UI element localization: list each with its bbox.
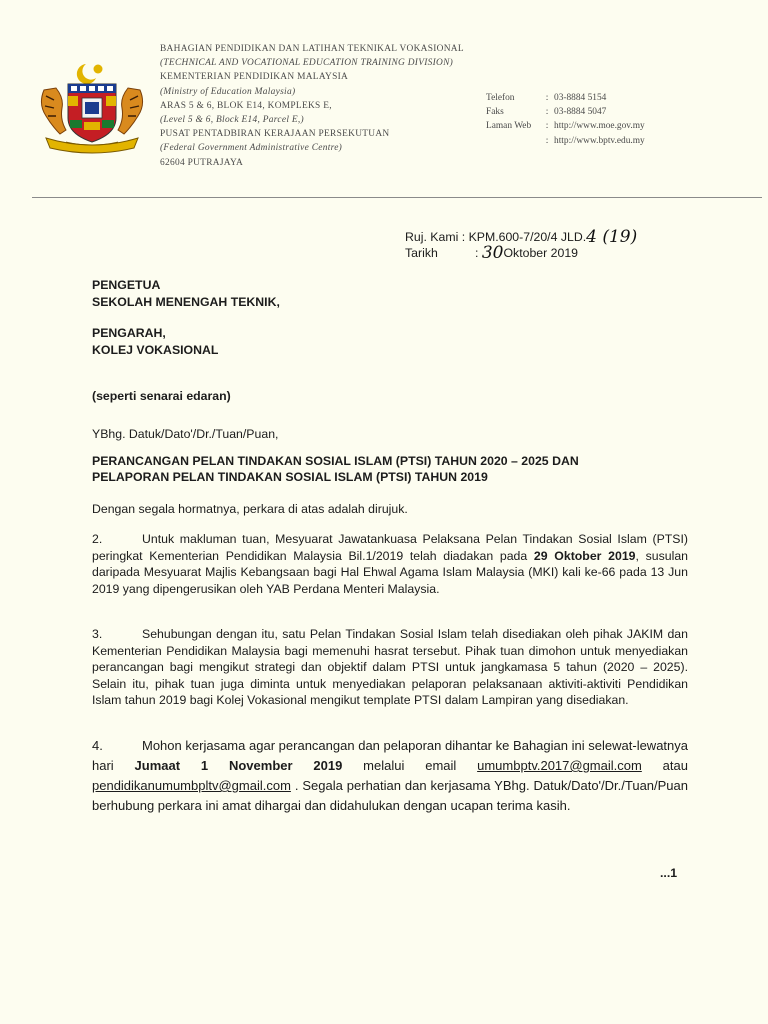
handwritten-reference: 4 (19) — [586, 227, 638, 247]
reference-number: Ruj. Kami : KPM.600-7/20/4 JLD. 4 (19) — [405, 227, 638, 247]
paragraph-number: 4. — [92, 738, 103, 753]
recipient-line-2: SEKOLAH MENENGAH TEKNIK, — [92, 295, 280, 309]
recipient-line-4: KOLEJ VOKASIONAL — [92, 343, 219, 357]
distribution-note: (seperti senarai edaran) — [92, 389, 231, 403]
division-name-english: (TECHNICAL AND VOCATIONAL EDUCATION TRAINING DIVISION) — [160, 58, 454, 69]
contact-laman-web-2: : http://www.bptv.edu.my — [545, 135, 645, 146]
letterhead-address — [160, 42, 540, 170]
reference-block — [405, 229, 637, 261]
recipient-line-1: PENGETUA — [92, 278, 161, 292]
handwritten-day: 30 — [481, 243, 504, 263]
recipient-line-3: PENGARAH, — [92, 326, 166, 340]
address-level: ARAS 5 & 6, BLOK E14, KOMPLEKS E, — [160, 100, 332, 111]
contact-telefon: Telefon : 03-8884 5154 — [486, 93, 607, 103]
address-centre: PUSAT PENTADBIRAN KERAJAAN PERSEKUTUAN — [160, 129, 390, 140]
subject-line-1: PERANCANGAN PELAN TINDAKAN SOSIAL ISLAM (PTSI) TAHUN 2020 – 2025 DAN — [92, 454, 579, 468]
opening-sentence: Dengan segala hormatnya, perkara di atas adalah dirujuk. — [92, 502, 408, 516]
contact-laman-web: Laman Web : http://www.moe.gov.my — [486, 121, 645, 132]
address-centre-english: (Federal Government Administrative Centre) — [160, 143, 343, 154]
ministry-name-english: (Ministry of Education Malaysia) — [160, 86, 296, 97]
email-link-1[interactable]: umumbptv.2017@gmail.com — [477, 758, 642, 773]
paragraph-4: 4. Mohon kerjasama agar perancangan dan pelaporan dihantar ke Bahagian ini selewat-lewatnya hari Jumaat 1 November 2019 melalui email umumbptv.2017@gmail.com atau pendidikanumumbpltv@gmail.com . Segala perhatian dan kerjasama YBhg. Datuk/Dato'/Dr./Tuan/Puan berhubung perkara ini amat dihargai dan didahulukan dengan ucapan terima kasih. — [92, 738, 688, 813]
paragraph-number: 3. — [92, 627, 103, 641]
reference-date: Tarikh : 30 Oktober 2019 — [405, 243, 578, 263]
contact-faks: Faks : 03-8884 5047 — [486, 107, 607, 118]
ministry-name: KEMENTERIAN PENDIDIKAN MALAYSIA — [160, 72, 349, 83]
malaysia-coat-of-arms-logo — [36, 60, 148, 156]
division-name: BAHAGIAN PENDIDIKAN DAN LATIHAN TEKNIKAL VOKASIONAL — [160, 44, 464, 54]
paragraph-3: 3. Sehubungan dengan itu, satu Pelan Tindakan Sosial Islam telah disediakan oleh pihak JAKIM dan Kementerian Pendidikan Malaysia bagi memenuhi hasrat tersebut. Pihak tuan dimohon untuk menyediakan perancangan bagi mengikut strategi dan objektif dalam PTSI untuk jangkamasa 5 tahun (2020 – 2025). Selain itu, pihak tuan juga diminta untuk menyediakan pelaporan pelaksanaan aktiviti-aktiviti Pendidikan Islam tahun 2019 bagi Kolej Vokasional mengikut template PTSI dalam Lampiran yang disediakan. — [92, 627, 688, 708]
email-link-2[interactable]: pendidikanumumbpltv@gmail.com — [92, 778, 291, 793]
address-level-english: (Level 5 & 6, Block E14, Parcel E,) — [160, 115, 304, 126]
address-postcode: 62604 PUTRAJAYA — [160, 157, 244, 168]
subject-line-2: PELAPORAN PELAN TINDAKAN SOSIAL ISLAM (PTSI) TAHUN 2019 — [92, 470, 488, 484]
paragraph-2: 2. Untuk makluman tuan, Mesyuarat Jawatankuasa Pelaksana Pelan Tindakan Sosial Islam (PTSI) peringkat Kementerian Pendidikan Malaysia Bil.1/2019 telah diadakan pada 29 Oktober 2019, susulan daripada Mesyuarat Majlis Kebangsaan bagi Hal Ehwal Agama Islam Malaysia (MKI) kali ke-66 pada 13 Jun 2019 yang dipengerusikan oleh YAB Perdana Menteri Malaysia. — [92, 532, 689, 596]
salutation: YBhg. Datuk/Dato'/Dr./Tuan/Puan, — [92, 427, 279, 441]
letterhead-contacts — [486, 91, 726, 148]
paragraph-number: 2. — [92, 532, 103, 546]
page-continuation-marker: ...1 — [660, 866, 678, 880]
letterhead-divider — [32, 197, 762, 198]
